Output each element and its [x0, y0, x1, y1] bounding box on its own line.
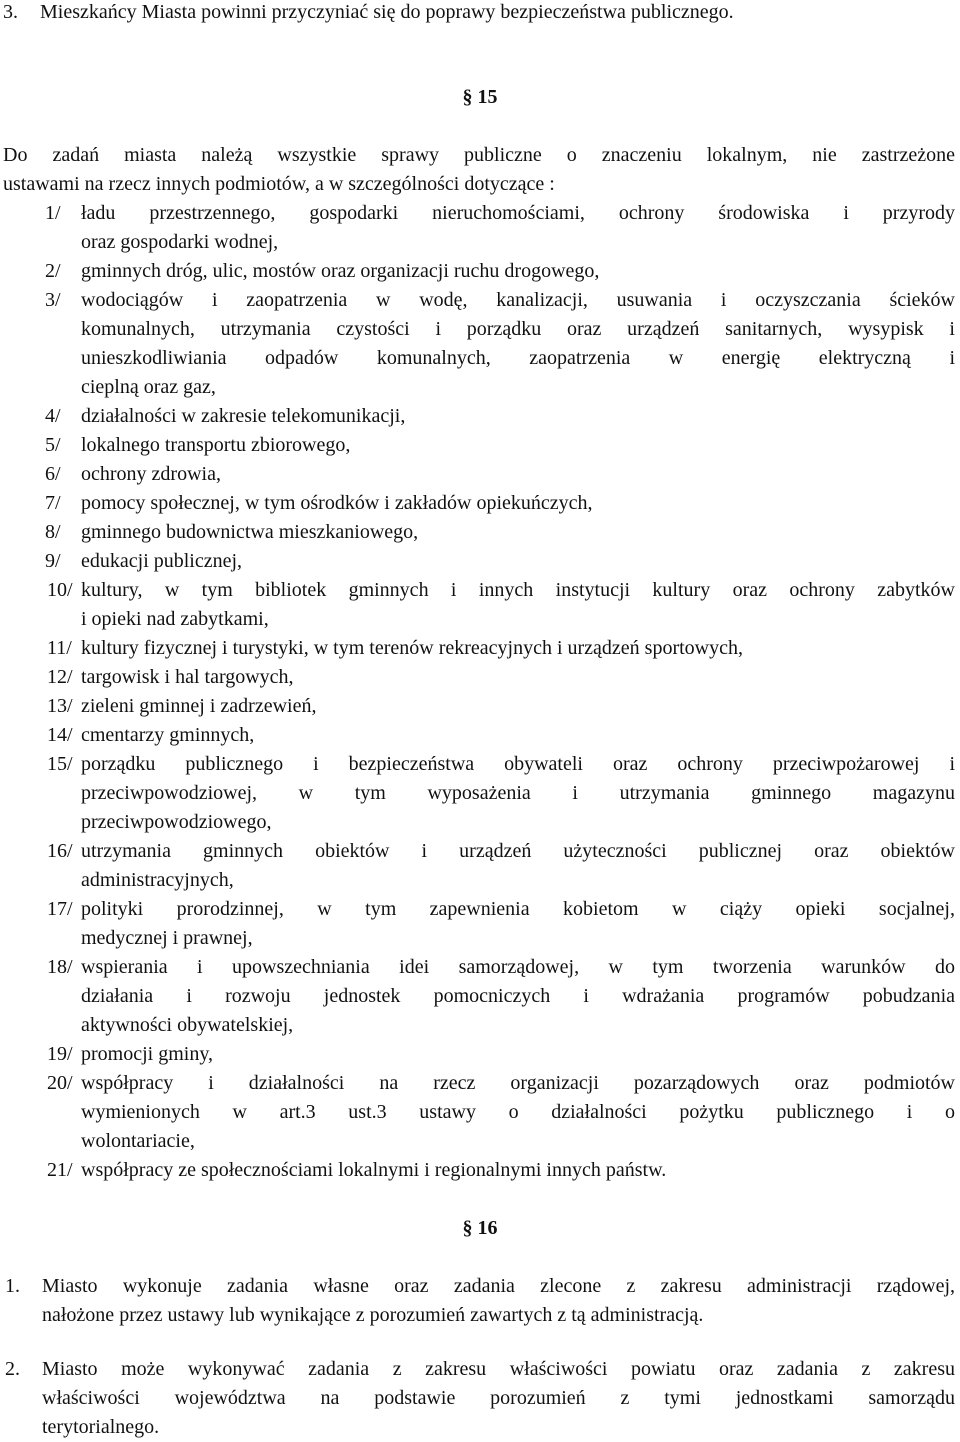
line-text: terytorialnego.: [42, 1416, 160, 1438]
line-text: Miasto wykonuje zadania własne oraz zadania zlecone z zakresu administracji rządowej,: [42, 1275, 955, 1297]
line-text: edukacji publicznej,: [81, 550, 243, 572]
item-number: 1.: [5, 1275, 20, 1297]
line-text: medycznej i prawnej,: [81, 927, 253, 949]
line-text: cmentarzy gminnych,: [81, 724, 255, 746]
line-text: gminnego budownictwa mieszkaniowego,: [81, 521, 419, 543]
list-item: [0, 402, 960, 431]
list-item: [0, 518, 960, 547]
list-item: [0, 547, 960, 576]
list-item: [0, 721, 960, 750]
line-text: unieszkodliwiania odpadów komunalnych, zaopatrzenia w energię elektryczną i: [81, 347, 955, 369]
line-text: i opieki nad zabytkami,: [81, 608, 269, 630]
list-item: [0, 1069, 960, 1098]
list-item: [0, 1040, 960, 1069]
item-number: 2.: [5, 1358, 20, 1380]
line-text: nałożone przez ustawy lub wynikające z porozumień zawartych z tą administracją.: [42, 1304, 704, 1326]
list-item: [0, 895, 960, 924]
list-item: [0, 431, 960, 460]
list-item: [0, 576, 960, 605]
section-15-heading: [0, 83, 960, 112]
list-item: [0, 605, 960, 634]
line-text: ochrony zdrowia,: [81, 463, 221, 485]
item-number: 19/: [47, 1043, 73, 1065]
line-text: wymienionych w art.3 ust.3 ustawy o działalności pożytku publicznego i o: [81, 1101, 955, 1123]
line-text: aktywności obywatelskiej,: [81, 1014, 294, 1036]
item-number: 12/: [47, 666, 73, 688]
item-number: 14/: [47, 724, 73, 746]
line-text: pomocy społecznej, w tym ośrodków i zakładów opiekuńczych,: [81, 492, 593, 514]
numbered-point: [0, 1384, 960, 1413]
line-text: oraz gospodarki wodnej,: [81, 231, 279, 253]
line-text: Mieszkańcy Miasta powinni przyczyniać się do poprawy bezpieczeństwa publicznego.: [40, 1, 734, 23]
item-number: 11/: [47, 637, 72, 659]
line-text: przeciwpowodziowego,: [81, 811, 272, 833]
item-number: 13/: [47, 695, 73, 717]
list-item: [0, 1127, 960, 1156]
section-16-heading: [0, 1214, 960, 1243]
line-text: działalności w zakresie telekomunikacji,: [81, 405, 406, 427]
line-text: właściwości województwa na podstawie porozumień z tymi jednostkami samorządu: [42, 1387, 955, 1409]
item-number: 9/: [45, 550, 61, 572]
list-item: [0, 924, 960, 953]
section-number: 16: [477, 1217, 498, 1239]
list-item: [0, 750, 960, 779]
line-text: promocji gminy,: [81, 1043, 214, 1065]
item-number: 4/: [45, 405, 61, 427]
line-text: zieleni gminnej i zadrzewień,: [81, 695, 317, 717]
numbered-point: [0, 1413, 960, 1442]
item-number: 20/: [47, 1072, 73, 1094]
numbered-point: [0, 1272, 960, 1301]
line-text: przeciwpowodziowej, w tym wyposażenia i utrzymania gminnego magazynu: [81, 782, 955, 804]
section-number: 15: [477, 86, 498, 108]
item-number: 7/: [45, 492, 61, 514]
line-text: kultury, w tym bibliotek gminnych i innych instytucji kultury oraz ochrony zabytków: [81, 579, 955, 601]
numbered-point: [0, 1301, 960, 1330]
line-text: Miasto może wykonywać zadania z zakresu właściwości powiatu oraz zadania z zakresu: [42, 1358, 955, 1380]
item-number: 8/: [45, 521, 61, 543]
item-number: 17/: [47, 898, 73, 920]
list-item: [0, 286, 960, 315]
list-item: [0, 315, 960, 344]
list-item: [0, 663, 960, 692]
line-text: ustawami na rzecz innych podmiotów, a w szczególności dotyczące :: [3, 173, 555, 195]
item-number: 15/: [47, 753, 73, 775]
list-item: [0, 692, 960, 721]
item-number: 3.: [3, 1, 18, 23]
line-text: utrzymania gminnych obiektów i urządzeń użyteczności publicznej oraz obiektów: [81, 840, 955, 862]
line-text: wolontariacie,: [81, 1130, 195, 1152]
line-text: lokalnego transportu zbiorowego,: [81, 434, 351, 456]
list-item: [0, 808, 960, 837]
list-item: [0, 779, 960, 808]
list-item: [0, 489, 960, 518]
list-item: [0, 837, 960, 866]
item-number: 5/: [45, 434, 61, 456]
line-text: ładu przestrzennego, gospodarki nieruchomościami, ochrony środowiska i przyrody: [81, 202, 955, 224]
list-item: [0, 953, 960, 982]
section-15-intro-line: [0, 141, 960, 170]
list-item: [0, 199, 960, 228]
line-text: cieplną oraz gaz,: [81, 376, 216, 398]
line-text: współpracy i działalności na rzecz organizacji pozarządowych oraz podmiotów: [81, 1072, 955, 1094]
intro-point: [0, 0, 960, 27]
list-item: [0, 1156, 960, 1185]
line-text: kultury fizycznej i turystyki, w tym terenów rekreacyjnych i urządzeń sportowych,: [81, 637, 744, 659]
list-item: [0, 1098, 960, 1127]
list-item: [0, 460, 960, 489]
line-text: targowisk i hal targowych,: [81, 666, 294, 688]
item-number: 1/: [45, 202, 61, 224]
line-text: polityki prorodzinnej, w tym zapewnienia kobietom w ciąży opieki socjalnej,: [81, 898, 955, 920]
item-number: 3/: [45, 289, 61, 311]
line-text: wodociągów i zaopatrzenia w wodę, kanalizacji, usuwania i oczyszczania ścieków: [81, 289, 955, 311]
item-number: 2/: [45, 260, 61, 282]
line-text: współpracy ze społecznościami lokalnymi i regionalnymi innych państw.: [81, 1159, 667, 1181]
line-text: administracyjnych,: [81, 869, 234, 891]
item-number: 6/: [45, 463, 61, 485]
list-item: [0, 373, 960, 402]
list-item: [0, 257, 960, 286]
section-sign: §: [462, 1217, 473, 1239]
section-15-intro-line: [0, 170, 960, 199]
item-number: 21/: [47, 1159, 73, 1181]
list-item: [0, 1011, 960, 1040]
list-item: [0, 344, 960, 373]
list-item: [0, 634, 960, 663]
list-item: [0, 228, 960, 257]
line-text: Do zadań miasta należą wszystkie sprawy publiczne o znaczeniu lokalnym, nie zastrzeżone: [3, 144, 955, 166]
list-item: [0, 982, 960, 1011]
item-number: 18/: [47, 956, 73, 978]
section-sign: §: [462, 86, 473, 108]
line-text: działania i rozwoju jednostek pomocniczych i wdrażania programów pobudzania: [81, 985, 955, 1007]
line-text: gminnych dróg, ulic, mostów oraz organizacji ruchu drogowego,: [81, 260, 600, 282]
line-text: wspierania i upowszechniania idei samorządowej, w tym tworzenia warunków do: [81, 956, 955, 978]
item-number: 16/: [47, 840, 73, 862]
list-item: [0, 866, 960, 895]
item-number: 10/: [47, 579, 73, 601]
numbered-point: [0, 1355, 960, 1384]
line-text: komunalnych, utrzymania czystości i porządku oraz urządzeń sanitarnych, wysypisk i: [81, 318, 955, 340]
line-text: porządku publicznego i bezpieczeństwa obywateli oraz ochrony przeciwpożarowej i: [81, 753, 955, 775]
